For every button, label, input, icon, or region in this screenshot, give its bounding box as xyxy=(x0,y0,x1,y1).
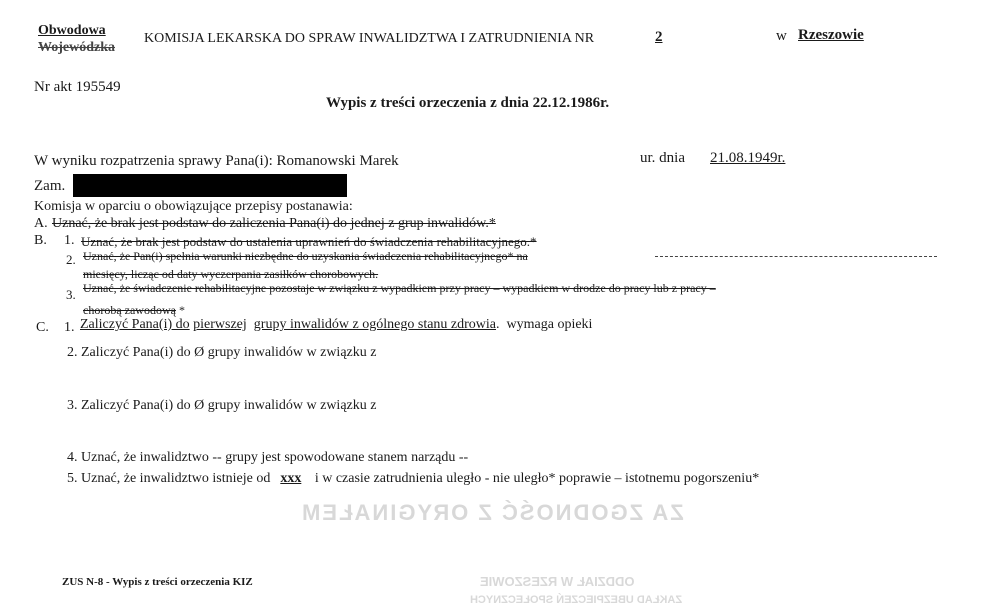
section-a-text: Uznać, że brak jest podstaw do zaliczenia Pana(i) do jednej z grup inwalidów.* xyxy=(52,216,496,231)
occupational-disease-star: * xyxy=(175,303,185,317)
address-redaction xyxy=(73,174,347,197)
commission-level-obwodowa: Obwodowa xyxy=(38,23,106,38)
stamp-bleed-line1: ODDZIAŁ W RZESZOWIE xyxy=(480,574,635,589)
section-b-item2-num: 2. xyxy=(66,252,76,267)
commission-level-wojewodzka: Wojewódzka xyxy=(38,40,115,55)
section-c-item1-prefix: Zaliczyć Pana(i) do xyxy=(80,317,190,332)
section-c-letter: C. xyxy=(36,320,49,335)
commission-number: 2 xyxy=(655,29,663,45)
section-c-item4: 4. Uznać, że inwalidztwo -- grupy jest spowodowane stanem narządu -- xyxy=(67,450,469,465)
section-c-item2: 2. Zaliczyć Pana(i) do Ø grupy inwalidów w związku z xyxy=(67,345,377,360)
section-c-item5-suffix: i w czasie zatrudnienia uległo - nie uległo* poprawie – istotnemu pogorszeniu* xyxy=(314,471,760,486)
stamp-bleed-line2: ZAKŁAD UBEZPIECZEŃ SPOŁECZNYCH xyxy=(470,594,683,606)
disability-start-value: xxx xyxy=(280,471,302,486)
commission-name: KOMISJA LEKARSKA DO SPRAW INWALIDZTWA I ZATRUDNIENIA NR xyxy=(144,31,595,46)
birth-date: 21.08.1949r. xyxy=(710,150,786,166)
case-number: Nr akt 195549 xyxy=(34,79,121,95)
document-title: Wypis z treści orzeczenia z dnia 22.12.1986r. xyxy=(326,95,610,111)
section-c-item5-prefix: 5. Uznać, że inwalidztwo istnieje od xyxy=(67,471,271,486)
section-b-item2-line1: Uznać, że Pan(i) spełnia warunki niezbędne do uzyskania świadczenia rehabilitacyjnego* na xyxy=(83,249,528,263)
person-line: W wyniku rozpatrzenia sprawy Pana(i): Romanowski Marek xyxy=(34,153,399,169)
section-c-item1-basis: grupy inwalidów z ogólnego stanu zdrowia xyxy=(253,317,497,332)
section-c-item1: Zaliczyć Pana(i) do pierwszej grupy inwalidów z ogólnego stanu zdrowia. wymaga opieki xyxy=(80,317,593,332)
form-footer: ZUS N-8 - Wypis z treści orzeczenia KIZ xyxy=(62,576,253,588)
stamp-bleed-main: ZA ZGODNOŚĆ Z ORYGINAŁEM xyxy=(300,500,684,525)
address-label: Zam. xyxy=(34,178,66,194)
section-a-letter: A. xyxy=(34,216,48,231)
section-c-item5 xyxy=(67,471,759,487)
section-b-letter: B. xyxy=(34,233,47,248)
city-prefix: w xyxy=(776,28,787,44)
section-c-item3: 3. Zaliczyć Pana(i) do Ø grupy inwalidów w związku z xyxy=(67,398,377,413)
disability-group-value: pierwszej xyxy=(193,317,247,332)
section-b-item2-fill xyxy=(655,256,937,257)
section-c-item1-num: 1. xyxy=(64,320,75,335)
occupational-disease-text: chorobą zawodową xyxy=(83,303,176,317)
section-b-item3-line2 xyxy=(83,303,185,318)
section-b-item2-line2: miesięcy, licząc od daty wyczerpania zasiłków chorobowych. xyxy=(83,267,379,281)
section-b-item3-num: 3. xyxy=(66,287,76,302)
section-b-item1-num: 1. xyxy=(64,233,75,248)
birth-label: ur. dnia xyxy=(640,150,685,166)
section-b-item3-line1: Uznać, że świadczenie rehabilitacyjne pozostaje w związku z wypadkiem przy pracy – wypadkiem w drodze do pracy lub z pracy – xyxy=(83,281,716,295)
care-requirement: wymaga opieki xyxy=(506,317,593,332)
section-b-item1: Uznać, że brak jest podstaw do ustalenia uprawnień do świadczenia rehabilitacyjnego.* xyxy=(81,234,537,249)
intro-text: Komisja w oparciu o obowiązujące przepisy postanawia: xyxy=(34,199,353,214)
city-name: Rzeszowie xyxy=(798,27,864,43)
